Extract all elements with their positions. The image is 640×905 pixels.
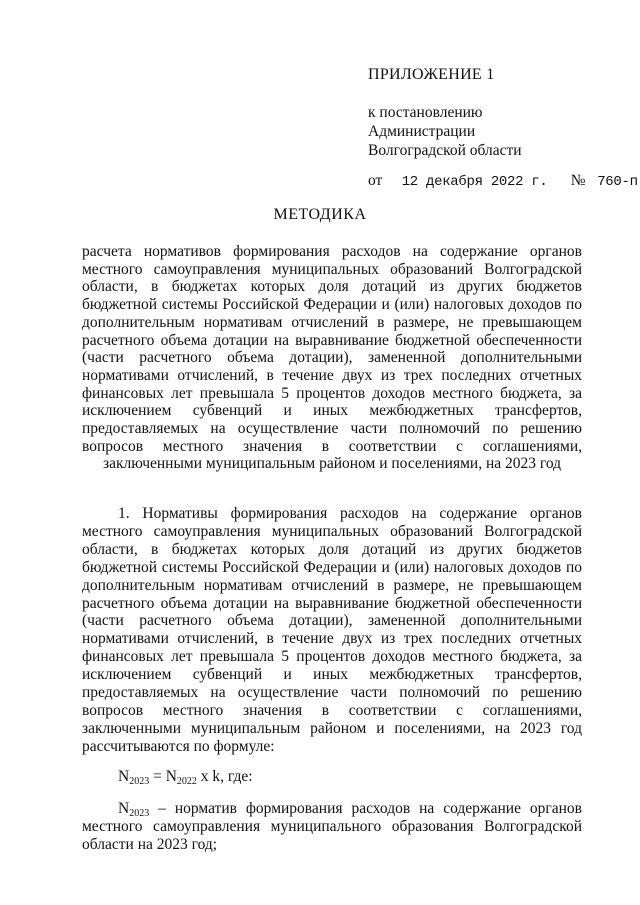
formula-rhs-subscript: 2022	[176, 776, 197, 787]
appendix-reference	[368, 103, 628, 160]
formula-rest: x k, где:	[196, 768, 253, 785]
resolution-date-line	[368, 172, 638, 190]
definition-subscript: 2023	[129, 808, 150, 819]
paragraph-1: 1. Нормативы формирования расходов на содержание органов местного самоуправления муниципальных образований Волгоградской области, в бюджетах которых доля дотаций из других бюджетов бюджетной системы Российской Федерации и (или) налоговых доходов по дополнительным нормативам отчислений в размере, не превышающем расчетного объема дотации на выравнивание бюджетной обеспеченности (части расчетного объема дотации), замененной дополнительными нормативами отчислений, в течение двух из трех последних отчетных финансовых лет превышала 5 процентов доходов местного бюджета, за исключением субвенций и иных межбюджетных трансфертов, предоставляемых на осуществление части полномочий по решению вопросов местного значения в соответствии с соглашениями, заключенными муниципальным районом и поселениями, на 2023 год рассчитываются по формуле:	[82, 505, 582, 755]
formula-lhs-subscript: 2023	[129, 776, 150, 787]
definition-text: – норматив формирования расходов на содержание органов местного самоуправления муниципального образования Волгоградской области на 2023 год;	[82, 800, 582, 853]
formula	[118, 768, 253, 786]
document-subtitle: расчета нормативов формирования расходов на содержание органов местного самоуправления муниципальных образований Волгоградской области, в бюджетах которых доля дотаций из других бюджетов бюджетной системы Российской Федерации и (или) налоговых доходов по дополнительным нормативам отчислений в размере, не превышающем расчетного объема дотации на выравнивание бюджетной обеспеченности (части расчетного объема дотации), замененной дополнительными нормативами отчислений, в течение двух из трех последних отчетных финансовых лет превышала 5 процентов доходов местного бюджета, за исключением субвенций и иных межбюджетных трансфертов, предоставляемых на осуществление части полномочий по решению вопросов местного значения в соответствии с соглашениями, заключенными муниципальным районом и поселениями, на 2023 год	[82, 243, 582, 473]
definition-symbol: N	[118, 800, 130, 817]
formula-rhs-symbol: N	[165, 768, 177, 785]
appendix-title: ПРИЛОЖЕНИЕ 1	[368, 66, 495, 83]
resolution-number: 760-п	[597, 174, 638, 190]
document-title: МЕТОДИКА	[273, 206, 367, 223]
appendix-ref-line-3: Волгоградской области	[368, 142, 522, 159]
resolution-date: 12 декабря 2022 г.	[401, 174, 548, 190]
date-prefix: от	[368, 172, 383, 189]
definition-paragraph	[82, 800, 582, 854]
appendix-ref-line-1: к постановлению	[368, 104, 483, 121]
formula-lhs-symbol: N	[118, 768, 130, 785]
number-prefix: №	[570, 172, 586, 189]
formula-equals: =	[149, 768, 166, 785]
appendix-ref-line-2: Администрации	[368, 123, 476, 140]
